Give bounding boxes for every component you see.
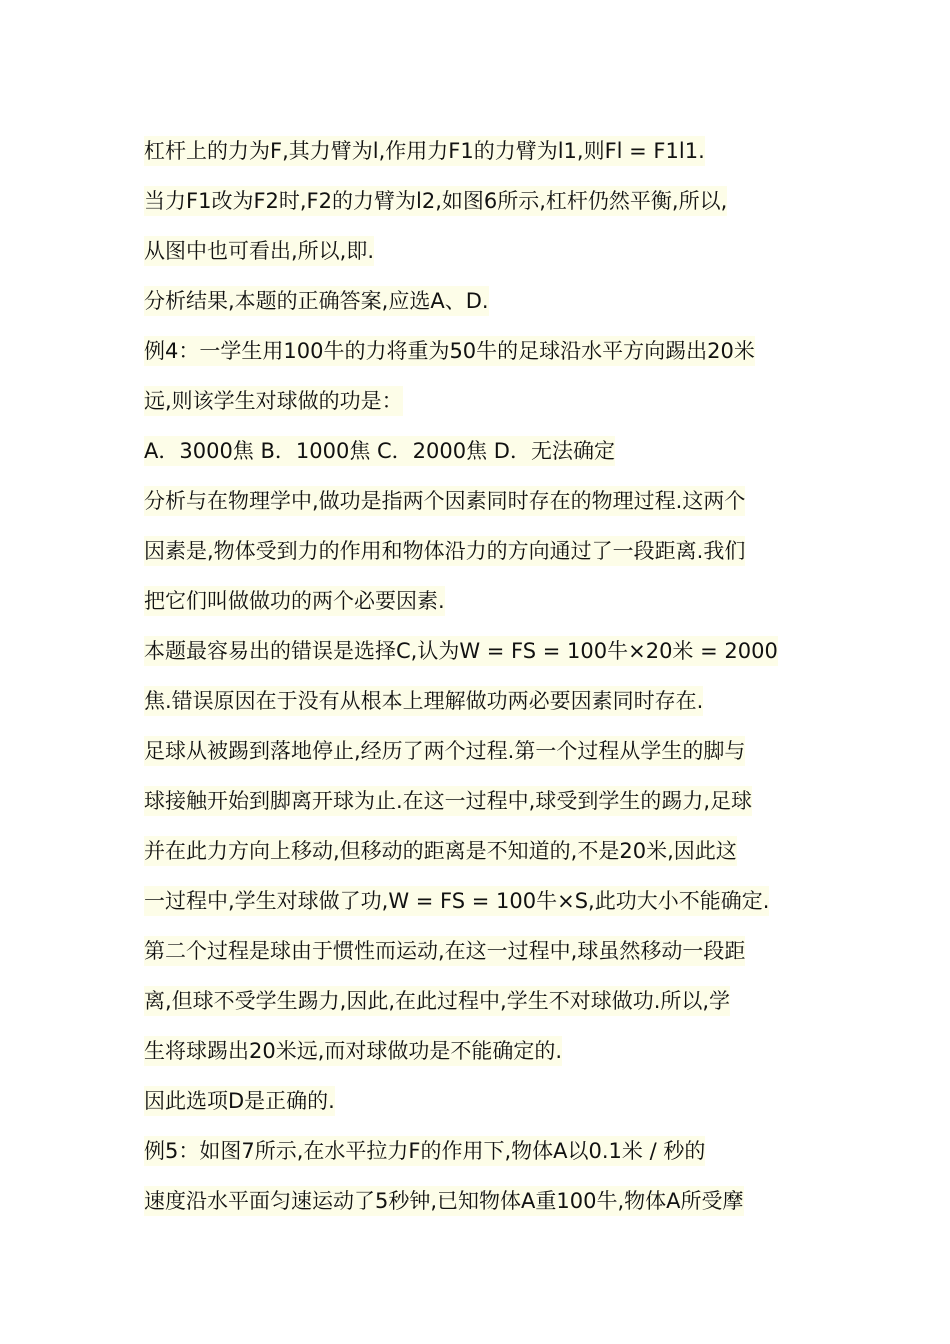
text-span: 一过程中,学生对球做了功,W = FS = 100牛×S,此功大小不能确定. <box>144 886 769 916</box>
text-line <box>144 426 824 476</box>
text-span: 足球从被踢到落地停止,经历了两个过程.第一个过程从学生的脚与 <box>144 736 745 766</box>
text-span: 离,但球不受学生踢力,因此,在此过程中,学生不对球做功.所以,学 <box>144 986 730 1016</box>
text-span: 例4：一学生用100牛的力将重为50牛的足球沿水平方向踢出20米 <box>144 336 755 366</box>
text-span: 杠杆上的力为F,其力臂为l,作用力F1的力臂为l1,则Fl = F1l1. <box>144 136 705 166</box>
text-span: 从图中也可看出,所以,即. <box>144 236 374 266</box>
text-span: 分析结果,本题的正确答案,应选A、D. <box>144 286 489 316</box>
text-line <box>144 376 824 426</box>
text-line <box>144 876 824 926</box>
text-line <box>144 226 824 276</box>
document-body <box>144 126 824 1226</box>
text-line <box>144 726 824 776</box>
text-line <box>144 676 824 726</box>
text-span: 因此选项D是正确的. <box>144 1086 335 1116</box>
text-span: 并在此力方向上移动,但移动的距离是不知道的,不是20米,因此这 <box>144 836 737 866</box>
text-span: 例5：如图7所示,在水平拉力F的作用下,物体A以0.1米 / 秒的 <box>144 1136 705 1166</box>
text-span: 生将球踢出20米远,而对球做功是不能确定的. <box>144 1036 562 1066</box>
text-span: A．3000焦 B．1000焦 C．2000焦 D．无法确定 <box>144 436 615 466</box>
text-line <box>144 1126 824 1176</box>
text-line <box>144 926 824 976</box>
text-span: 因素是,物体受到力的作用和物体沿力的方向通过了一段距离.我们 <box>144 536 745 566</box>
text-span: 分析与在物理学中,做功是指两个因素同时存在的物理过程.这两个 <box>144 486 745 516</box>
text-line <box>144 526 824 576</box>
text-span: 远,则该学生对球做的功是： <box>144 386 403 416</box>
text-span: 本题最容易出的错误是选择C,认为W = FS = 100牛×20米 = 2000 <box>144 636 778 666</box>
text-line <box>144 576 824 626</box>
text-line <box>144 176 824 226</box>
text-line <box>144 1076 824 1126</box>
text-span: 速度沿水平面匀速运动了5秒钟,已知物体A重100牛,物体A所受摩 <box>144 1186 744 1216</box>
text-line <box>144 1176 824 1226</box>
text-span: 当力F1改为F2时,F2的力臂为l2,如图6所示,杠杆仍然平衡,所以, <box>144 186 727 216</box>
text-line <box>144 276 824 326</box>
text-span: 第二个过程是球由于惯性而运动,在这一过程中,球虽然移动一段距 <box>144 936 745 966</box>
text-line <box>144 826 824 876</box>
text-line <box>144 976 824 1026</box>
text-span: 把它们叫做做功的两个必要因素. <box>144 586 445 616</box>
text-line <box>144 476 824 526</box>
text-line <box>144 326 824 376</box>
text-line <box>144 626 824 676</box>
text-line <box>144 1026 824 1076</box>
text-span: 球接触开始到脚离开球为止.在这一过程中,球受到学生的踢力,足球 <box>144 786 752 816</box>
text-line <box>144 126 824 176</box>
text-line <box>144 776 824 826</box>
text-span: 焦.错误原因在于没有从根本上理解做功两必要因素同时存在. <box>144 686 703 716</box>
